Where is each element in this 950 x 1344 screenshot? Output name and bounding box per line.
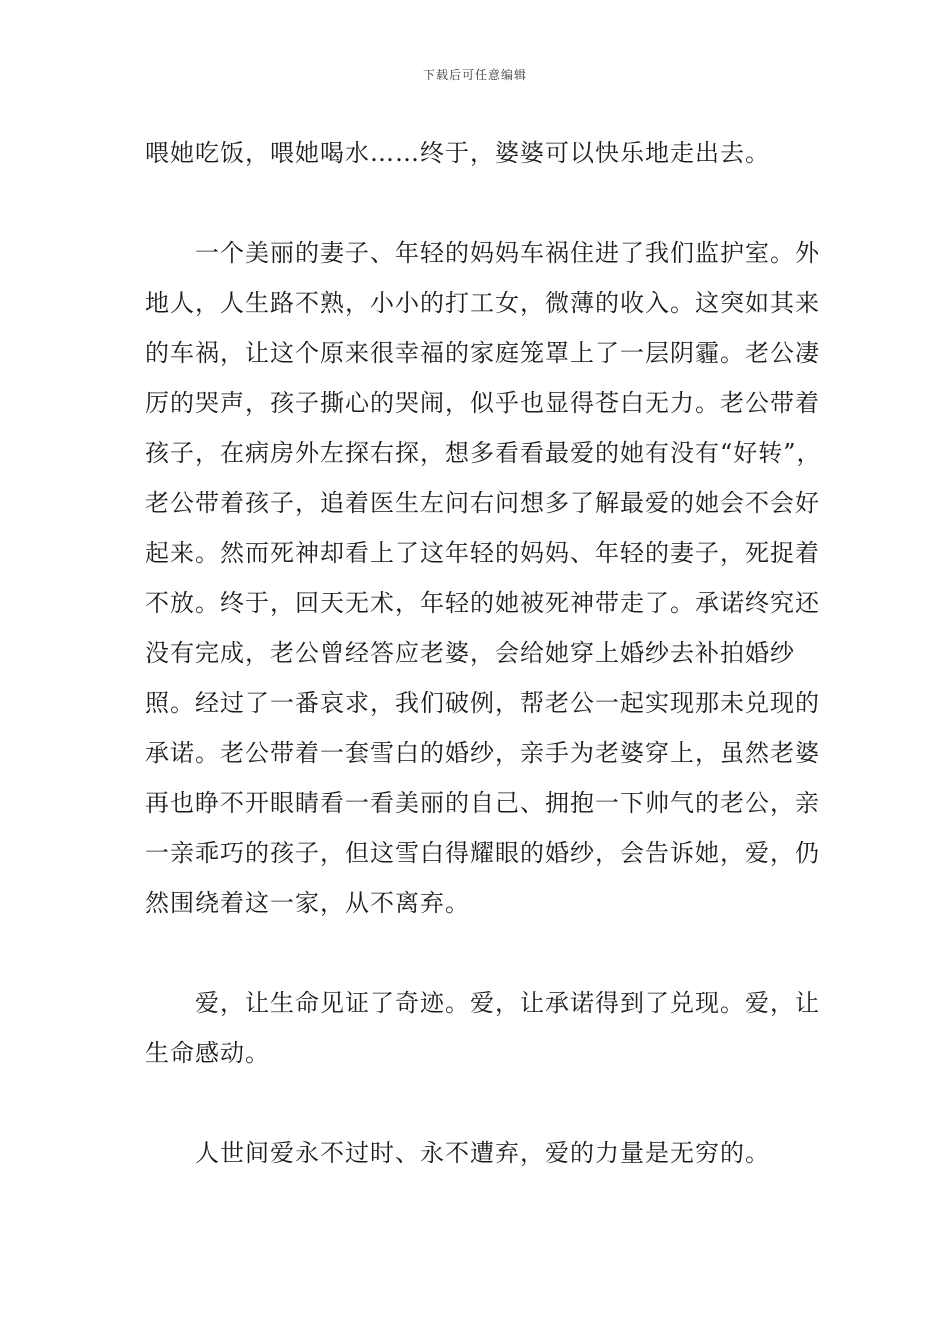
page-header: 下载后可任意编辑 [422, 68, 527, 82]
paragraph-gap [145, 928, 835, 978]
paragraph-gap [145, 1078, 835, 1128]
paragraph-4: 人世间爱永不过时、永不遭弃，爱的力量是无穷的。 [195, 1139, 770, 1167]
paragraph-1: 喂她吃饭，喂她喝水……终于，婆婆可以快乐地走出去。 [145, 139, 770, 167]
paragraph-gap [145, 178, 835, 228]
paragraph-2: 一个美丽的妻子、年轻的妈妈车祸住进了我们监护室。外地人，人生路不熟，小小的打工女，微薄的收入。这突如其来的车祸，让这个原来很幸福的家庭笼罩上了一层阴霾。老公凄厉的哭声，孩子撕心的哭闹，似乎也显得苍白无力。老公带着孩子，在病房外左探右探，想多看看最爱的她有没有“好转”，老公带着孩子，追着医生左问右问想多了解最爱的她会不会好起来。然而死神却看上了这年轻的妈妈、年轻的妻子，死捉着不放。终于，回天无术，年轻的她被死神带走了。承诺终究还没有完成，老公曾经答应老婆，会给她穿上婚纱去补拍婚纱照。经过了一番哀求，我们破例，帮老公一起实现那未兑现的承诺。老公带着一套雪白的婚纱，亲手为老婆穿上，虽然老婆再也睁不开眼睛看一看美丽的自己、拥抱一下帅气的老公，亲一亲乖巧的孩子，但这雪白得耀眼的婚纱，会告诉她，爱，仍然围绕着这一家，从不离弃。 [145, 239, 822, 917]
document-body [145, 128, 835, 1178]
paragraph-3: 爱，让生命见证了奇迹。爱，让承诺得到了兑现。爱，让生命感动。 [145, 989, 820, 1067]
